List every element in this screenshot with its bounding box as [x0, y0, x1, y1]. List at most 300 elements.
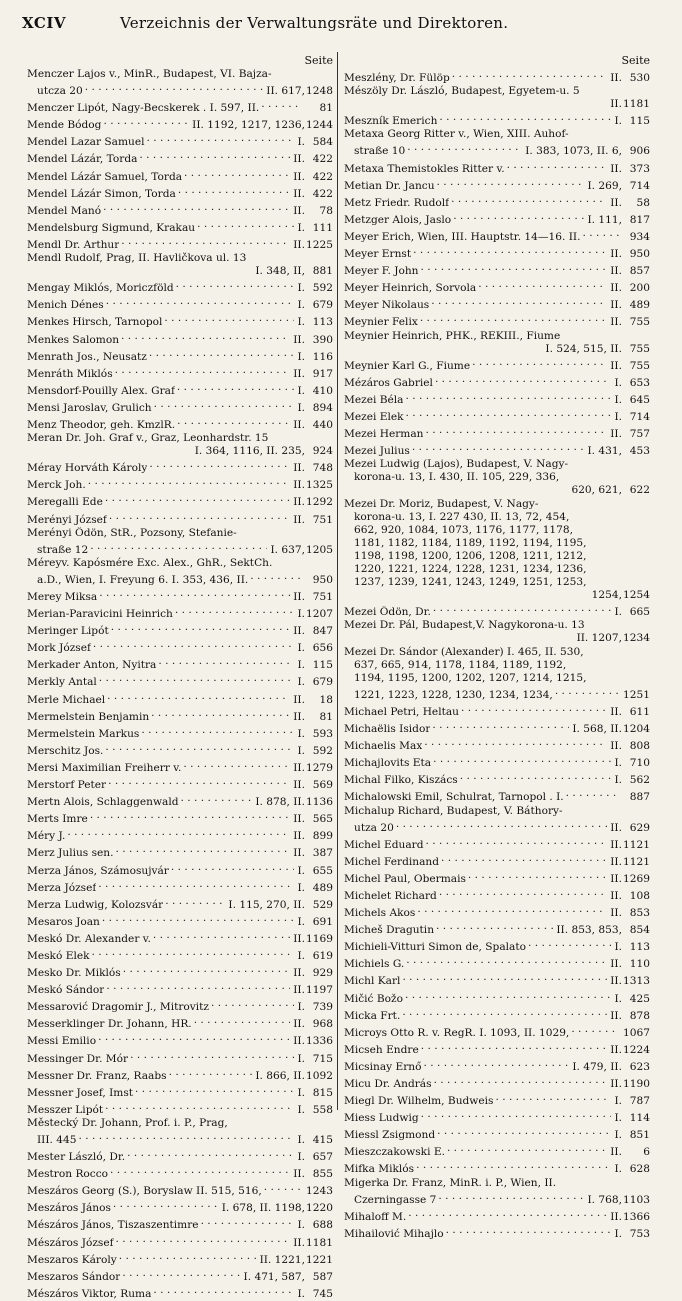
leader-dots — [149, 707, 290, 720]
entry-line — [344, 886, 650, 903]
entry-text: Mihaloff M. — [344, 1210, 407, 1223]
index-entry — [344, 920, 650, 937]
page-reference: 1366 — [623, 1210, 650, 1223]
entry-text: Mezei Herman — [344, 428, 424, 441]
entry-text: Merts Imre — [27, 813, 88, 826]
leader-dots — [424, 835, 608, 848]
entry-line — [27, 1164, 333, 1181]
entry-text: Menich Dénes — [27, 299, 104, 312]
entry-line — [344, 563, 650, 576]
volume-reference: I. — [297, 642, 305, 655]
index-entry — [344, 498, 650, 603]
page-reference: 751 — [312, 591, 333, 603]
volume-reference: I. — [297, 1103, 305, 1116]
volume-reference: I. — [297, 1086, 305, 1099]
leader-dots — [100, 912, 295, 925]
entry-text: Michal Filko, Kiszács — [344, 774, 458, 787]
page-reference: 489 — [312, 881, 333, 894]
leader-dots — [437, 886, 607, 899]
leader-dots — [192, 1014, 291, 1027]
index-entry — [344, 1074, 650, 1091]
page-reference: 1220 — [306, 1202, 333, 1215]
entry-line — [344, 471, 650, 484]
entry-text: Meskó Dr. Alexander v. — [27, 932, 151, 945]
entry-text: Metz Friedr. Rudolf — [344, 196, 450, 209]
index-entry — [27, 672, 333, 689]
entry-text: Michelet Richard — [344, 889, 437, 902]
index-entry — [344, 68, 650, 85]
leader-dots — [83, 81, 264, 94]
leader-dots — [459, 702, 607, 715]
page-reference: 115 — [629, 115, 650, 128]
volume-reference: I. 678, II. 1198, — [221, 1202, 305, 1215]
leader-dots — [403, 989, 611, 1002]
volume-reference: II. — [293, 932, 305, 945]
entry-line — [27, 149, 333, 166]
entry-line — [344, 524, 650, 537]
volume-reference: II. — [293, 1168, 305, 1181]
entry-text: Miessl Zsigmond — [344, 1129, 436, 1142]
entry-line — [27, 1284, 333, 1301]
index-entry — [344, 441, 650, 458]
entry-text: Mendel Lazar Samuel — [27, 136, 145, 149]
entry-text: Mensdorf-Pouilly Alex. Graf — [27, 384, 175, 397]
entry-line — [27, 68, 333, 81]
index-entry — [344, 805, 650, 835]
entry-line — [27, 81, 333, 98]
page-reference: 489 — [629, 299, 650, 312]
entry-line — [27, 690, 333, 707]
volume-reference: II. — [610, 889, 622, 902]
index-entry — [27, 946, 333, 963]
volume-reference: II. — [610, 265, 622, 278]
entry-text: Meszaros Károly — [27, 1253, 117, 1266]
index-entry — [344, 646, 650, 702]
volume-reference: I. 568, II. — [572, 723, 622, 736]
page-reference: 422 — [312, 170, 333, 183]
page-reference: 108 — [629, 889, 650, 902]
index-entry — [27, 510, 333, 527]
index-entry — [344, 373, 650, 390]
page-reference: 851 — [629, 1129, 650, 1142]
page-reference: 950 — [312, 573, 333, 586]
entry-line — [344, 85, 650, 98]
volume-reference: I. — [297, 1134, 305, 1146]
leader-dots — [451, 210, 584, 223]
index-entry — [344, 787, 650, 804]
entry-line — [27, 638, 333, 655]
index-entry — [27, 381, 333, 398]
entry-line — [344, 736, 650, 753]
entry-line — [344, 989, 650, 1006]
leader-dots — [111, 1198, 219, 1211]
entry-line — [344, 141, 650, 158]
volume-reference: II. — [293, 333, 305, 346]
entry-text: Messerklinger Dr. Johann, HR. — [27, 1018, 192, 1031]
entry-line — [27, 672, 333, 689]
index-entry — [344, 852, 650, 869]
volume-reference: II. — [293, 238, 305, 251]
entry-line — [344, 407, 650, 424]
index-entry — [344, 702, 650, 719]
entry-text: Messi Emilio — [27, 1035, 97, 1048]
page-reference: 453 — [629, 445, 650, 458]
entry-text: Micsinay Ernő — [344, 1060, 422, 1073]
entry-line — [344, 971, 650, 988]
index-entry — [27, 1215, 333, 1232]
volume-reference: I. 479, II. — [572, 1060, 622, 1073]
index-entry — [344, 1006, 650, 1023]
volume-reference: I. 471, 587, — [243, 1270, 305, 1283]
leader-dots — [431, 602, 612, 615]
volume-reference: I. — [297, 744, 305, 757]
entry-text: Meszlény, Dr. Fülöp — [344, 72, 450, 84]
left-column-heading: Seite — [304, 54, 333, 67]
entry-line — [344, 343, 650, 356]
entry-text: Mersi Maximilian Freiherr v. — [27, 761, 182, 774]
page-reference: 950 — [629, 248, 650, 261]
volume-reference: II. — [610, 705, 622, 718]
entry-line — [27, 604, 333, 621]
entry-text: Meskó Sándor — [27, 984, 105, 997]
page-reference: 1169 — [306, 932, 333, 945]
entry-line — [344, 589, 650, 602]
entry-text: Méreyv. Kapósmére Exc. Alex., GhR., SektCh. — [27, 556, 273, 569]
page-reference: 881 — [312, 265, 333, 278]
index-entry — [344, 1177, 650, 1207]
volume-reference: II. — [293, 761, 305, 774]
volume-reference: I. 866, II. — [255, 1069, 305, 1082]
entry-line — [27, 997, 333, 1014]
entry-line — [27, 775, 333, 792]
volume-reference: II. — [293, 693, 305, 706]
page-reference: 1204 — [623, 723, 650, 736]
entry-text: Messner Josef, Imst — [27, 1086, 134, 1099]
volume-reference: II. — [293, 153, 305, 166]
entry-line — [27, 946, 333, 963]
page-reference: 114 — [629, 1112, 650, 1125]
entry-line — [344, 787, 650, 804]
entry-text: Menczer Lipót, Nagy-Becskerek . I. 597, II. — [27, 102, 260, 115]
index-entry — [27, 1233, 333, 1250]
entry-line — [27, 1233, 333, 1250]
leader-dots — [151, 929, 290, 942]
entry-text: III. 445 — [37, 1134, 77, 1146]
entry-line — [344, 176, 650, 193]
page-reference: 1224 — [623, 1043, 650, 1056]
volume-reference: I. — [297, 864, 305, 877]
entry-text: Michel Ferdinand — [344, 855, 440, 868]
entry-line — [344, 818, 650, 835]
entry-line — [27, 167, 333, 184]
index-entry — [27, 312, 333, 329]
page-reference: 81 — [319, 102, 333, 115]
entry-text: Migerka Dr. Franz, MinR. i. P., Wien, II. — [344, 1176, 557, 1189]
page-reference: 530 — [629, 72, 650, 84]
page-reference: 1103 — [623, 1193, 650, 1206]
entry-line — [27, 347, 333, 364]
leader-dots — [167, 1066, 253, 1079]
entry-text: Mezei Ödön, Dr. — [344, 606, 431, 619]
volume-reference: I. — [614, 1112, 622, 1125]
leader-dots — [406, 1207, 607, 1220]
leader-dots — [418, 312, 607, 325]
index-entry — [27, 895, 333, 912]
volume-reference: II. — [293, 170, 305, 183]
volume-reference: I. — [297, 316, 305, 329]
entry-text: Merstorf Peter — [27, 779, 107, 792]
index-entry — [344, 719, 650, 736]
index-entry — [27, 741, 333, 758]
volume-reference: I. — [614, 376, 622, 389]
volume-reference: II. — [610, 299, 622, 312]
leader-dots — [137, 149, 290, 162]
leader-dots — [439, 852, 607, 865]
entry-text: Merza Ludwig, Kolozsvár — [27, 898, 164, 911]
leader-dots — [259, 98, 302, 111]
entry-line — [27, 510, 333, 527]
volume-reference: I. 524, 515, II. — [545, 342, 622, 355]
entry-line — [27, 265, 333, 278]
leader-dots — [404, 954, 607, 967]
entry-text: Meszaros Sándor — [27, 1270, 121, 1283]
entry-line — [27, 295, 333, 312]
volume-reference: I. — [297, 881, 305, 894]
entry-line — [344, 1006, 650, 1023]
index-entry — [344, 886, 650, 903]
entry-line — [344, 1142, 650, 1159]
index-entry — [27, 527, 333, 557]
page-reference: 200 — [629, 282, 650, 295]
volume-reference: II. — [293, 847, 305, 860]
index-entry — [27, 1147, 333, 1164]
page-reference: 611 — [629, 705, 650, 718]
leader-dots — [433, 373, 612, 386]
page-reference: 113 — [312, 316, 333, 329]
entry-text: Michl Karl — [344, 975, 401, 988]
page-reference: 592 — [312, 744, 333, 757]
entry-line — [344, 805, 650, 818]
entry-text: Mester László, Dr. — [27, 1151, 126, 1164]
volume-reference: I. — [297, 1219, 305, 1232]
entry-text: Meynier Karl G., Fiume — [344, 359, 471, 372]
entry-line — [344, 672, 650, 685]
volume-reference: I. — [614, 1129, 622, 1142]
volume-reference: I. — [614, 941, 622, 954]
page-reference: 739 — [312, 1001, 333, 1014]
volume-reference: II. — [293, 462, 305, 475]
entry-line — [344, 312, 650, 329]
page-reference: 688 — [312, 1219, 333, 1232]
volume-reference: I. 383, 1073, II. 6, — [525, 145, 622, 158]
page-reference: 18 — [319, 693, 333, 706]
entry-line — [344, 210, 650, 227]
entry-line — [27, 792, 333, 809]
entry-text: Meyer Erich, Wien, III. Hauptstr. 14—16. II. — [344, 230, 581, 243]
entry-line — [27, 1083, 333, 1100]
entry-text: Michieli-Vitturi Simon de, Spalato — [344, 941, 526, 954]
index-entry — [344, 736, 650, 753]
leader-dots — [113, 364, 291, 377]
entry-text: Mesaros Joan — [27, 915, 100, 928]
entry-text: Miegl Dr. Wilhelm, Budweis — [344, 1095, 494, 1108]
volume-reference: I. — [297, 136, 305, 149]
entry-text: Meszáros János — [27, 1202, 111, 1215]
entry-text: Meyer Heinrich, Sorvola — [344, 282, 477, 295]
page-reference: 1254 — [623, 589, 650, 602]
entry-text: Michel Paul, Obermais — [344, 872, 466, 885]
volume-reference: II. — [293, 591, 305, 603]
entry-text: 1221, 1223, 1228, 1230, 1234, 1234, — [354, 688, 553, 701]
page-reference: 894 — [312, 401, 333, 414]
entry-line — [27, 655, 333, 672]
index-entry — [344, 458, 650, 497]
entry-text: Mészöly Dr. László, Budapest, Egyetem-u. 5 — [344, 85, 580, 98]
index-entry — [27, 1198, 333, 1215]
page-reference: 440 — [312, 418, 333, 431]
volume-reference: II. — [610, 359, 622, 372]
index-entry — [27, 278, 333, 295]
leader-dots — [569, 1023, 619, 1036]
page-reference: 569 — [312, 779, 333, 792]
entry-text: Mezei Dr. Moriz, Budapest, V. Nagy- — [344, 497, 539, 510]
entry-text: Merényi József — [27, 513, 107, 526]
index-entry — [27, 132, 333, 149]
page-reference: 422 — [312, 153, 333, 166]
entry-text: Mesko Dr. Miklós — [27, 967, 121, 980]
leader-dots — [505, 159, 608, 172]
index-entry — [27, 707, 333, 724]
leader-dots — [86, 475, 291, 488]
entry-line — [344, 111, 650, 128]
entry-line — [27, 278, 333, 295]
leader-dots — [101, 201, 290, 214]
page-reference: 422 — [312, 187, 333, 200]
leader-dots — [400, 971, 607, 984]
index-entry — [344, 1159, 650, 1176]
entry-line — [27, 1267, 333, 1284]
entry-line — [344, 1040, 650, 1057]
page-reference: 853 — [629, 907, 650, 920]
entry-text: Menrath Jos., Neusatz — [27, 350, 147, 363]
page-reference: 1221 — [306, 1253, 333, 1266]
entry-line — [344, 903, 650, 920]
index-entry — [27, 1083, 333, 1100]
leader-dots — [133, 1083, 294, 1096]
entry-text: utza 20 — [354, 821, 394, 834]
leader-dots — [431, 753, 611, 766]
entry-line — [27, 1147, 333, 1164]
entry-text: Méry J. — [27, 830, 66, 843]
entry-text: Merschitz Jos. — [27, 744, 104, 757]
leader-dots — [151, 1284, 294, 1297]
entry-text: Michaelis Max — [344, 740, 423, 753]
leader-dots — [97, 672, 295, 685]
index-entry — [27, 167, 333, 184]
index-entry — [344, 128, 650, 158]
entry-text: Mezei Ludwig (Lajos), Budapest, V. Nagy- — [344, 458, 569, 471]
entry-line — [27, 201, 333, 218]
page-reference: 817 — [629, 213, 650, 226]
entry-line — [27, 1117, 333, 1130]
page-reference: 657 — [312, 1151, 333, 1164]
entry-line — [27, 707, 333, 724]
page-reference: 1190 — [623, 1078, 650, 1090]
volume-reference: II. 1207, — [576, 632, 622, 645]
volume-reference: II. — [610, 1146, 622, 1159]
volume-reference: II. 617, — [266, 85, 305, 98]
entry-line — [27, 980, 333, 997]
page-reference: 593 — [312, 727, 333, 740]
leader-dots — [414, 1159, 611, 1172]
leader-dots — [88, 540, 267, 553]
entry-text: Mendel Lázár Samuel, Torda — [27, 170, 183, 183]
index-entry — [27, 758, 333, 775]
volume-reference: II. — [610, 98, 622, 111]
volume-reference: I. 111, — [587, 213, 622, 226]
entry-line — [27, 492, 333, 509]
leader-dots — [470, 356, 607, 369]
entry-text: Meszník Emerich — [344, 115, 438, 128]
page-reference: 6 — [643, 1146, 650, 1159]
volume-reference: I. — [297, 659, 305, 672]
index-entry — [344, 330, 650, 356]
entry-text: Merza János, Számosujvár — [27, 864, 169, 877]
volume-reference: I. — [297, 1151, 305, 1164]
entry-text: Mieszczakowski E. — [344, 1146, 445, 1159]
volume-reference: II. — [610, 821, 622, 834]
leader-dots — [105, 690, 290, 703]
leader-dots — [415, 903, 607, 916]
entry-text: 1220, 1221, 1224, 1228, 1231, 1234, 1236, — [354, 563, 587, 575]
page-reference: 855 — [312, 1168, 333, 1181]
entry-text: Mészáros Viktor, Ruma — [27, 1287, 152, 1300]
leader-dots — [156, 655, 294, 668]
entry-line — [27, 475, 333, 492]
index-entry — [27, 458, 333, 475]
entry-line — [344, 1057, 650, 1074]
page-reference: 645 — [629, 393, 650, 406]
entry-text: Merle Michael — [27, 693, 106, 706]
entry-text: Mestron Rocco — [27, 1168, 109, 1181]
page-reference: 929 — [312, 967, 333, 980]
leader-dots — [419, 1040, 608, 1053]
entry-text: Mermelstein Benjamin — [27, 710, 150, 723]
leader-dots — [96, 1031, 290, 1044]
entry-text: Mezei Dr. Pál, Budapest,V. Nagykorona-u. 13 — [344, 619, 585, 632]
entry-text: Mendel Lázár, Torda — [27, 153, 138, 166]
volume-reference: II. — [293, 1035, 305, 1048]
entry-text: Merian-Paravicini Heinrich — [27, 608, 173, 621]
page-reference: 714 — [629, 410, 650, 423]
index-entry — [27, 98, 333, 115]
entry-line — [27, 1215, 333, 1232]
index-entry — [344, 937, 650, 954]
entry-text: Meyer Nikolaus — [344, 299, 430, 312]
entry-text: Menczer Lajos v., MinR., Budapest, VI. Bajza- — [27, 68, 272, 80]
volume-reference: II. — [610, 196, 622, 209]
entry-line — [344, 835, 650, 852]
page-reference: 887 — [629, 791, 650, 804]
page-reference: 584 — [312, 136, 333, 149]
index-entry — [344, 227, 650, 244]
page-reference: 878 — [629, 1009, 650, 1022]
entry-line — [344, 278, 650, 295]
leader-dots — [147, 347, 295, 360]
index-entry — [27, 638, 333, 655]
leader-dots — [106, 775, 290, 788]
page-reference: 425 — [629, 992, 650, 1005]
